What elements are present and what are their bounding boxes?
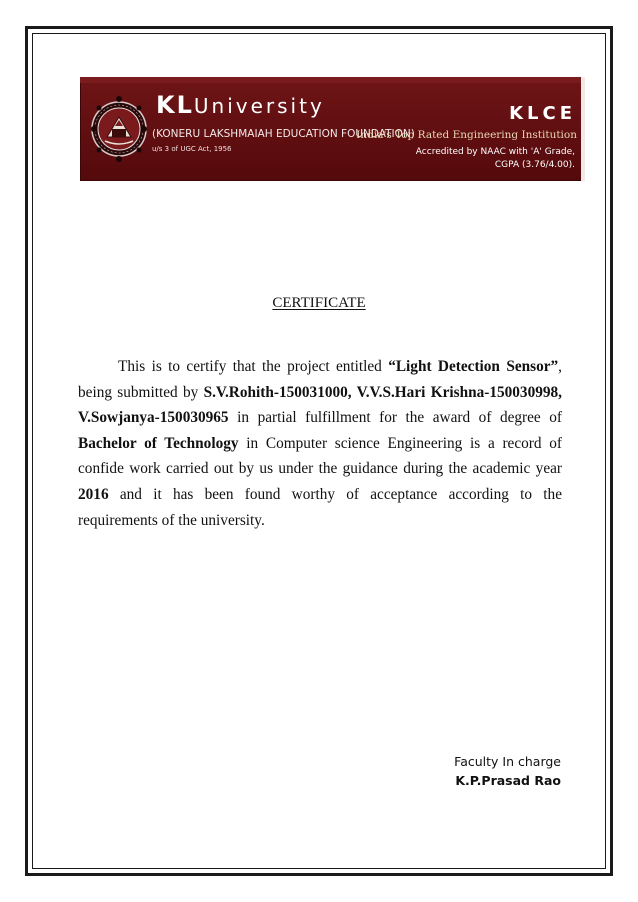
university-name bbox=[156, 91, 325, 121]
project-title: “Light Detection Sensor” bbox=[388, 358, 559, 375]
university-seal-logo bbox=[90, 85, 148, 173]
signature-role: Faculty In charge bbox=[454, 754, 561, 769]
body-fulfillment: in partial fulfillment for the award of degree of bbox=[228, 409, 562, 427]
signature-name: K.P.Prasad Rao bbox=[455, 773, 561, 788]
certificate-body bbox=[78, 354, 562, 533]
cgpa-note: CGPA (3.76/4.00). bbox=[494, 160, 575, 170]
university-name-kl: KL bbox=[156, 91, 194, 119]
body-submitted-by: , being submitted by bbox=[78, 358, 562, 401]
institute-tagline: India's Top Rated Engineering Institution bbox=[356, 129, 577, 141]
university-banner bbox=[80, 77, 585, 181]
body-closing: and it has been found worthy of acceptance according to the requirements of the university. bbox=[78, 485, 562, 529]
signature-block bbox=[454, 752, 561, 790]
institute-name: KLCE bbox=[509, 103, 576, 124]
banner-edge bbox=[581, 77, 585, 181]
ugc-act-note: u/s 3 of UGC Act, 1956 bbox=[152, 145, 232, 153]
certificate-title: CERTIFICATE bbox=[272, 295, 366, 311]
university-name-rest: University bbox=[193, 94, 325, 118]
body-intro: This is to certify that the project entitled bbox=[118, 358, 389, 375]
accreditation-note: Accredited by NAAC with 'A' Grade, bbox=[415, 147, 575, 157]
degree-name: Bachelor of Technology bbox=[78, 434, 239, 452]
academic-year: 2016 bbox=[78, 485, 109, 503]
foundation-name: (KONERU LAKSHMAIAH EDUCATION FOUNDATION) bbox=[152, 128, 415, 140]
student-names: S.V.Rohith-150031000, V.V.S.Hari Krishna-150030998, V.Sowjanya-150030965 bbox=[78, 383, 563, 427]
banner-top-band bbox=[80, 77, 585, 83]
body-department: in Computer science Engineering is a record of confide work carried out by us under the guidance during the academic year bbox=[78, 434, 562, 478]
